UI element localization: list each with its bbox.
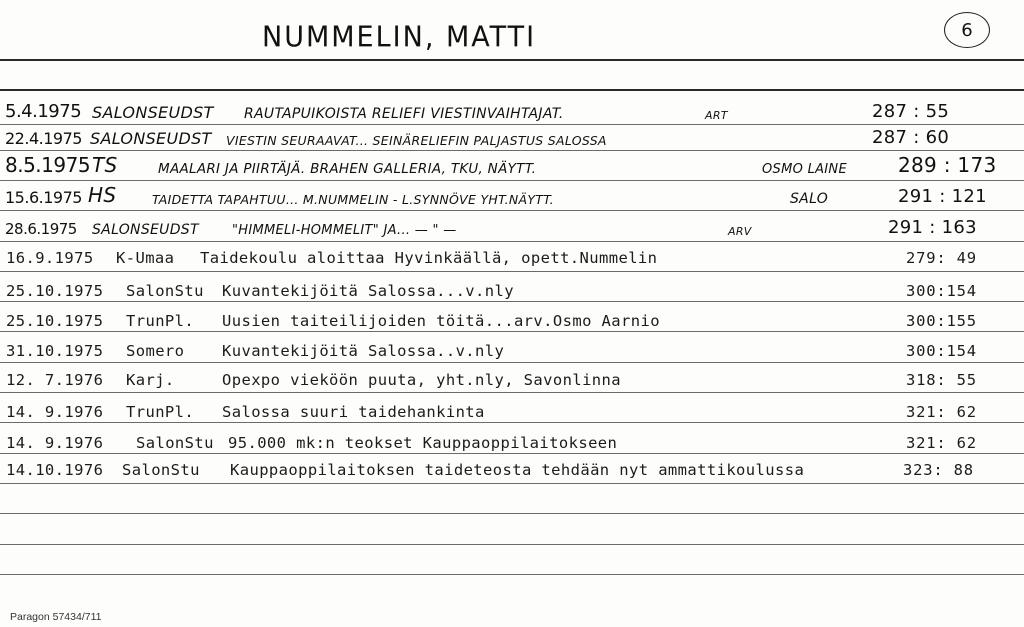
entry-date: 8.5.1975: [5, 153, 91, 177]
entry-text: Taidekoulu aloittaa Hyvinkäällä, opett.Nummelin: [200, 249, 658, 267]
entry-ref: 291 : 163: [888, 217, 977, 238]
entry-row: [0, 399, 1024, 423]
entry-text: "HIMMELI-HOMMELIT" JA... — " —: [232, 223, 457, 238]
entry-source: Karj.: [126, 371, 175, 389]
entry-row: [0, 430, 1024, 454]
entry-extra: ARV: [728, 225, 752, 238]
entry-ref: 279: 49: [906, 249, 977, 267]
entry-text: TAIDETTA TAPAHTUU... M.NUMMELIN - L.SYNNÖVE YHT.NÄYTT.: [152, 192, 554, 207]
entry-source: SalonStu: [136, 434, 214, 452]
entry-date: 14. 9.1976: [6, 434, 104, 452]
rule-line: [0, 150, 1024, 151]
entry-date: 25.10.1975: [6, 282, 104, 300]
rule-line: [0, 210, 1024, 211]
entry-row: [0, 278, 1024, 302]
entry-ref: 300:155: [906, 312, 977, 330]
entry-ref: 321: 62: [906, 434, 977, 452]
entry-ref: 321: 62: [906, 403, 977, 421]
entry-ref: 300:154: [906, 342, 977, 360]
card-number: 6: [944, 12, 990, 48]
entry-source: SalonStu: [126, 282, 204, 300]
entry-row: [0, 457, 1024, 481]
rule-line: [0, 180, 1024, 181]
entry-ref: 289 : 173: [898, 153, 997, 177]
entry-text: Salossa suuri taidehankinta: [222, 403, 485, 421]
entry-date: 22.4.1975: [5, 129, 82, 148]
entry-text: 95.000 mk:n teokset Kauppaoppilaitokseen: [228, 434, 618, 452]
rule-line: [0, 392, 1024, 393]
entry-ref: 287 : 55: [872, 101, 950, 122]
entry-date: 15.6.1975: [5, 188, 82, 207]
entry-source: SalonStu: [122, 461, 200, 479]
entry-date: 14.10.1976: [6, 461, 104, 479]
entry-source: Somero: [126, 342, 185, 360]
entry-text: Opexpo vieköön puuta, yht.nly, Savonlinna: [222, 371, 622, 389]
card-footer: Paragon 57434/711: [10, 611, 102, 623]
rule-line: [0, 89, 1024, 91]
entry-date: 5.4.1975: [5, 101, 82, 122]
entry-row: [0, 216, 1024, 240]
entry-source: TrunPl.: [126, 403, 195, 421]
rule-line: [0, 513, 1024, 514]
entry-row: [0, 155, 1024, 179]
card-title: NUMMELIN, MATTI: [262, 21, 537, 54]
rule-line: [0, 362, 1024, 363]
entry-date: 25.10.1975: [6, 312, 104, 330]
entry-ref: 291 : 121: [898, 186, 987, 207]
entry-row: [0, 126, 1024, 150]
entry-date: 12. 7.1976: [6, 371, 104, 389]
entry-source: SALONSEUDST: [92, 222, 199, 238]
entry-source: SALONSEUDST: [92, 103, 214, 122]
entry-extra: OSMO LAINE: [762, 162, 847, 177]
entry-date: 14. 9.1976: [6, 403, 104, 421]
entry-text: Kauppaoppilaitoksen taideteosta tehdään nyt ammattikoulussa: [230, 461, 805, 479]
entry-text: Kuvantekijöitä Salossa...v.nly: [222, 282, 514, 300]
entry-ref: 323: 88: [903, 461, 974, 479]
entry-ref: 318: 55: [906, 371, 977, 389]
entry-text: MAALARI JA PIIRTÄJÄ. BRAHEN GALLERIA, TKU, NÄYTT.: [158, 161, 537, 177]
entry-text: Uusien taiteilijoiden töitä...arv.Osmo Aarnio: [222, 312, 660, 330]
entry-source: SALONSEUDST: [90, 129, 212, 148]
rule-line: [0, 59, 1024, 61]
rule-line: [0, 271, 1024, 272]
rule-line: [0, 544, 1024, 545]
rule-line: [0, 241, 1024, 242]
entry-row: [0, 367, 1024, 391]
rule-line: [0, 483, 1024, 484]
entry-extra: ART: [705, 109, 728, 122]
entry-row: [0, 308, 1024, 332]
rule-line: [0, 574, 1024, 575]
entry-source: TrunPl.: [126, 312, 195, 330]
entry-ref: 300:154: [906, 282, 977, 300]
entry-source: K-Umaa: [116, 249, 175, 267]
entry-text: Kuvantekijöitä Salossa..v.nly: [222, 342, 505, 360]
entry-source: TS: [92, 153, 118, 177]
entry-row: [0, 338, 1024, 362]
entry-date: 31.10.1975: [6, 342, 104, 360]
entry-ref: 287 : 60: [872, 127, 950, 148]
entry-date: 16.9.1975: [6, 249, 94, 267]
entry-row: [0, 245, 1024, 269]
entry-date: 28.6.1975: [5, 220, 77, 238]
entry-text: RAUTAPUIKOISTA RELIEFI VIESTINVAIHTAJAT.: [244, 106, 564, 122]
entry-row: [0, 185, 1024, 209]
entry-row: [0, 100, 1024, 124]
entry-text: VIESTIN SEURAAVAT... SEINÄRELIEFIN PALJASTUS SALOSSA: [226, 133, 607, 148]
entry-extra: SALO: [790, 191, 829, 207]
rule-line: [0, 124, 1024, 125]
entry-source: HS: [88, 183, 117, 207]
